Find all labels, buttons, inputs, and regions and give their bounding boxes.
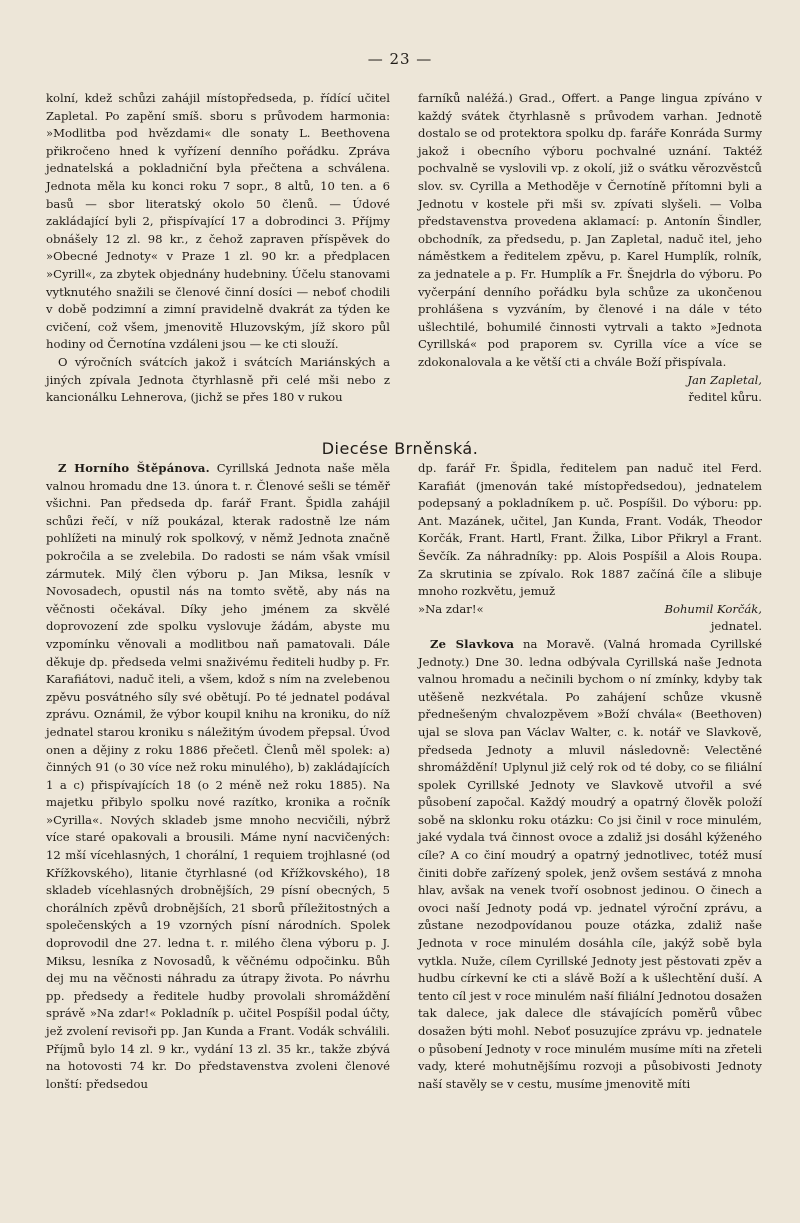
- page-number: — 23 —: [367, 50, 433, 68]
- section-heading: Diecése Brněnská.: [321, 439, 479, 458]
- paragraph: [418, 636, 762, 1093]
- signature-row: [418, 601, 762, 619]
- paragraph-lead: Z Horního Štěpánova.: [58, 461, 210, 475]
- signature-name: Bohumil Korčák,: [664, 601, 762, 616]
- paragraph: O výročních svátcích jakož i svátcích Mariánských a jiných zpívala Jednota čtyrhlasně při celé mši nebo z kancionálku Lehnerova, (jichž se přes 180 v rukou: [46, 354, 390, 405]
- column-bottom-right: [418, 460, 762, 1093]
- paragraph-lead: Ze Slavkova: [430, 636, 515, 651]
- paragraph-body: Cyrillská Jednota naše měla valnou hromadu dne 13. února t. r. Členové sešli se téměř všichni. Pan předseda dp. farář Frant. Špidla zahájil schůzi řečí, v níž poukázal, kterak radostně lze nám pohlížeti na minulý rok spolkový, v němž Jednota značně pokročila a se zvelebila. Do radosti se nám však vmísil zármutek. Milý člen výboru p. Jan Miksa, lesník v Novosadech, opustil nás na tomto světě, aby nás na věčnosti očekával. Díky jeho jménem za skvělé doprovození zde spolku vyslovuje žádám, abyste mu vzpomínku věnovali a modlitbou naň pamatovali. Dále děkuje dp. předseda velmi snaživému řediteli hudby p. Fr. Karafiátovi, naduč iteli, a všem, kdož s ním na zvelebenou zpěvu posvátného síly své obětují. Po té jednatel podával zprávu. Oznámil, že výbor koupil knihu na kroniku, do níž jednatel starou kroniku s náležitým úvodem přepsal. Úvod onen a dějiny z roku 1886 přečetl. Členů měl spolek: a) činných 91 (o 30 více než roku minulého), b) zakládajících 1 a c) přispívajících 18 (o 2 méně než roku 1885). Na majetku přibylo spolku nové razítko, kronika a ročník »Cyrilla«. Nových skladeb jsme mnoho necvičili, nýbrž více staré opakovali a brousili. Máme nyní nacvičených: 12 mší vícehlasných, 1 chorální, 1 requiem trojhlasné (od Křížkovského), litanie čtyrhlasné (od Křížkovského), 18 skladeb vícehlasných drobnějších, 29 písní obecných, 5 chorálních zpěvů drobnějších, 21 sborů příležitostných a společenských a 19 vzorných písní národních. Spolek doprovodil dne 27. ledna t. r. milého člena výboru p. J. Miksu, lesníka z Novosadů, k věčnému odpočinku. Bůh dej mu na věčnosti náhradu za útrapy života. Po návrhu pp. předsedy a ředitele hudby provolali shromáždění správě »Na zdar!« Pokladník p. učitel Pospíšil podal účty, jež zvolení revisoři pp. Jan Kunda a Frant. Vodák schválili. Příjmů bylo 14 zl. 9 kr., vydání 13 zl. 35 kr., takže zbývá na hotovosti 74 kr. Do představenstva zvoleni členové lonští: předsedou: [46, 461, 391, 1091]
- signature-role: ředitel kůru.: [688, 390, 762, 405]
- column-top-right: [418, 90, 762, 407]
- paragraph: dp. farář Fr. Špidla, ředitelem pan naduč itel Ferd. Karafiát (jmenován také místopředsedou), jednatelem podepsaný a pokladníkem p. uč. Pospíšil. Do výboru: pp. Ant. Mazánek, učitel, Jan Kunda, Frant. Vodák, Theodor Korčák, Frant. Hartl, Frant. Žilka, Libor Přikryl a Frant. Ševčík. Za náhradníky: pp. Alois Pospíšil a Alois Roupa. Za skrutinia se zpívalo. Rok 1887 začíná číle a slibuje mnoho rozkvětu, jemuž: [418, 461, 762, 599]
- paragraph: [46, 460, 390, 1093]
- signature-name: Jan Zapletal,: [687, 372, 762, 387]
- signature-role: jednatel.: [710, 619, 762, 634]
- paragraph: farníků naléžá.) Grad., Offert. a Pange lingua zpíváno v každý svátek čtyrhlasně s průvodem varhan. Jednotě dostalo se od protektora spolku dp. faráře Konráda Surmy jakož i obecního výboru pochvalné uznání. Taktéž pochvalně se vyslovili vp. z okolí, již o svátku věrozvěstců slov. sv. Cyrilla a Methoděje v Černotíně přítomni byli a Jednotu v kostele při mši sv. zpívati slyšeli. — Volba představenstva provedena aklamací: p. Antonín Šindler, obchodník, za předsedu, p. Jan Zapletal, naduč itel, jeho náměstkem a ředitelem zpěvu, p. Karel Humplík, rolník, za jednatele a p. Fr. Humplík a Fr. Šnejdrla do výboru. Po vyčerpání denního pořádku byla schůze za ukončenou prohlášena s vyzváním, by členové i na dále v této ušlechtilé, bohumilé činnosti vytrvali a takto »Jednota Cyrillská« pod praporem sv. Cyrilla více a více se zdokonalovala a ke větší cti a chvále Boží přispívala.: [418, 91, 762, 369]
- column-bottom-left: [46, 460, 390, 1093]
- paragraph: kolní, kdež schůzi zahájil místopředseda, p. řídící učitel Zapletal. Po zapění smíš. sboru s průvodem harmonia: »Modlitba pod hvězdami« dle sonaty L. Beethovena přikročeno hned k vyřízení denního pořádku. Zpráva jednatelská a pokladniční byla přečtena a schválena. Jednota měla ku konci roku 7 sopr., 8 altů, 10 ten. a 6 basů — sbor literatský okolo 50 členů. — Údové zakládající byli 2, přispívající 17 a dobrodinci 3. Příjmy obnášely 12 zl. 98 kr., z čehož zapraven příspěvek do »Obecné Jednoty« v Praze 1 zl. 90 kr. a předplacen »Cyrill«, za zbytek objednány hudebniny. Účelu stanovami vytknutého snažili se členové činní dosíci — neboť chodili v době podzimní a zimní pravidelně dvakrát za týden ke cvičení, což všem, jmenovitě Hluzovským, jíž skoro půl hodiny od Černotína vzdáleni jsou — ke cti slouží.: [46, 91, 390, 352]
- salute: »Na zdar!«: [418, 601, 484, 616]
- column-top-left: [46, 90, 390, 407]
- signature-block: [418, 372, 762, 407]
- paragraph-body: na Moravě. (Valná hromada Cyrillské Jednoty.) Dne 30. ledna odbývala Cyrillská naše Jednota valnou hromadu a nečinili bychom o ní zmínky, kdyby tak utěšeně nezkvétala. Po zahájení schůze vkusně přednešeným chvalozpěvem »Boží chvála« (Beethoven) ujal se slova pan Václav Walter, c. k. notář ve Slavkově, předseda Jednoty a mluvil následovně: Velectěné shromáždění! Uplynul již celý rok od té doby, co se filiální spolek Cyrillské Jednoty ve Slavkově utvořil a své působení započal. Každý moudrý a opatrný člověk položí sobě na sklonku roku otázku: Co jsi činil v roce minulém, jaké vydala tvá činnost ovoce a zdaliž jsi dosáhl kýženého cíle? A co činí moudrý a opatrný jednotlivec, totéž musí činiti dobře zařízený spolek, jenž ovšem sestává z mnoha hlav, avšak na venek tvoří osobnost jedinou. O činech a ovoci naší Jednoty podá vp. jednatel výroční zprávu, a zůstane nezodpovídanou pouze otázka, zdaliž naše Jednota v roce minulém dosáhla cíle, jakýž sobě byla vytkla. Nuže, cílem Cyrillské Jednoty jest pěstovati zpěv a hudbu církevní ke cti a slávě Boží a k ušlechtění duší. A tento cíl jest v roce minulém naší filiální Jednotou dosažen tak dalece, jak dalece dle stávajících poměrů vůbec dosažen býti mohl. Neboť posuzujíce zprávu vp. jednatele o působení Jednoty v roce minulém musíme míti na zřeteli vady, které mohutnějšímu rozvoji a působivosti Jednoty naší stavěly se v cestu, musíme jmenovitě míti: [418, 636, 762, 1091]
